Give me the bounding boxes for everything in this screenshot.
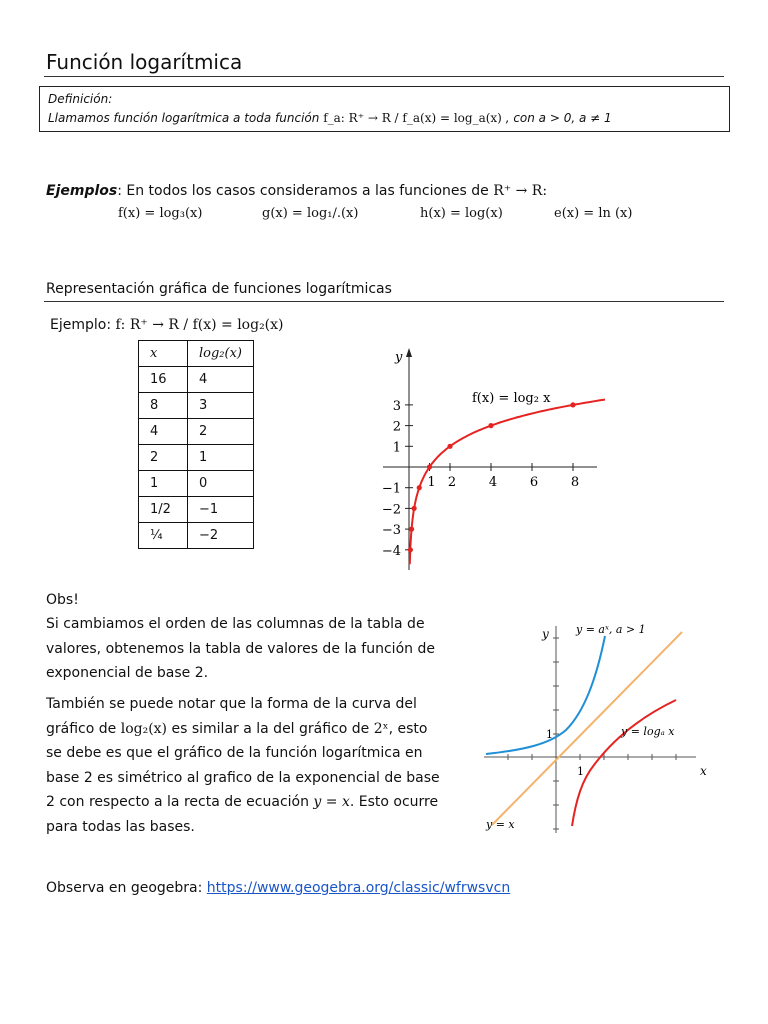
table-row <box>139 393 254 419</box>
table-cell: 8 <box>139 393 188 419</box>
log-label: y = logₐ x <box>621 725 675 738</box>
curve-label: f(x) = log₂ x <box>472 391 551 406</box>
y-tick-label: −4 <box>381 543 401 559</box>
obs-paragraph-2 <box>46 692 446 839</box>
log-curve <box>572 700 676 826</box>
values-table <box>138 340 254 549</box>
example-heading <box>50 317 284 333</box>
definition-formula: f_a: R⁺ → R / f_a(x) = log_a(x) <box>323 111 502 125</box>
y-axis-label: y <box>395 350 403 365</box>
x-axis-label: x <box>700 764 707 778</box>
examples-line <box>46 183 547 199</box>
definition-label: Definición: <box>48 92 113 106</box>
definition-box <box>39 86 730 132</box>
obs-p2-exp: 2ˣ <box>373 720 389 737</box>
section-divider <box>44 301 724 302</box>
y-tick-label: −1 <box>381 481 401 497</box>
table-cell: 2 <box>188 419 254 445</box>
example-formula: f: R⁺ → R / f(x) = log₂(x) <box>115 317 284 333</box>
geogebra-link[interactable]: https://www.geogebra.org/classic/wfrwsvcn <box>206 880 511 896</box>
geogebra-line <box>46 880 510 896</box>
table-row <box>139 445 254 471</box>
data-point <box>570 402 575 407</box>
x-tick-label: 8 <box>570 475 580 490</box>
table-cell: 3 <box>188 393 254 419</box>
example-label: Ejemplo: <box>50 317 112 333</box>
table-cell: ¼ <box>139 523 188 549</box>
table-cell: 4 <box>188 367 254 393</box>
y-tick-1: 1 <box>546 728 553 741</box>
table-row <box>139 497 254 523</box>
table-row <box>139 367 254 393</box>
example-function-f: f(x) = log₃(x) <box>118 206 203 221</box>
examples-intro: : En todos los casos consideramos a las funciones de <box>117 183 489 199</box>
data-point <box>447 444 452 449</box>
y-tick-label: 2 <box>392 419 401 435</box>
obs-p2-line: y = x <box>313 794 350 810</box>
example-function-g: g(x) = log₁/.(x) <box>262 206 359 221</box>
table-cell: 1 <box>188 445 254 471</box>
data-point <box>412 506 417 511</box>
table-cell: 2 <box>139 445 188 471</box>
data-point <box>427 464 432 469</box>
examples-label: Ejemplos <box>46 183 118 199</box>
table-cell: 4 <box>139 419 188 445</box>
table-row <box>139 471 254 497</box>
examples-domain: R⁺ → R: <box>493 183 548 199</box>
x-tick-1: 1 <box>577 765 584 778</box>
y-tick-label: −2 <box>381 502 401 518</box>
table-cell: 1/2 <box>139 497 188 523</box>
table-header-x: x <box>139 341 188 367</box>
geogebra-label: Observa en geogebra: <box>46 880 203 896</box>
definition-condition: , con a > 0, a ≠ 1 <box>505 111 612 125</box>
definition-text <box>48 111 612 125</box>
table-header-log: log₂(x) <box>188 341 254 367</box>
exp-label: y = aˣ, a > 1 <box>576 623 646 636</box>
table-cell: −2 <box>188 523 254 549</box>
table-cell: 16 <box>139 367 188 393</box>
table-cell: 0 <box>188 471 254 497</box>
identity-label: y = x <box>486 818 515 831</box>
obs-heading: Obs! <box>46 592 79 608</box>
obs-p2-text-a: También se puede notar que la forma de la curva del gráfico de <box>46 696 417 737</box>
data-point <box>488 423 493 428</box>
data-point <box>409 527 414 532</box>
example-function-e: e(x) = ln (x) <box>554 206 633 221</box>
table-cell: −1 <box>188 497 254 523</box>
page-title: Función logarítmica <box>46 50 243 74</box>
obs-p2-log: log₂(x) <box>120 720 168 737</box>
y-tick-label: −3 <box>381 523 401 539</box>
definition-sentence: Llamamos función logarítmica a toda función <box>48 111 320 125</box>
data-point <box>408 547 413 552</box>
x-tick-label: 6 <box>529 475 539 490</box>
obs-paragraph-1: Si cambiamos el orden de las columnas de la tabla de valores, obtenemos la tabla de valores de la función de exponencial de base 2. <box>46 616 435 681</box>
exp-log-graph <box>484 620 714 835</box>
y-tick-label: 3 <box>392 398 401 414</box>
x-tick-label: 1 <box>427 475 436 490</box>
table-header-row <box>139 341 254 367</box>
obs-p2-text-e: , esto se debe es que el gráfico de la función logarítmica en base 2 es simétrico al grafico de la exponencial de base 2 con respecto a la recta de ecuación <box>46 720 440 810</box>
x-tick-label: 4 <box>488 475 498 490</box>
obs-p2-text-g: . Esto ocurre para todas las bases. <box>46 794 439 835</box>
data-point <box>417 485 422 490</box>
x-tick-label: 2 <box>447 475 457 490</box>
title-divider <box>44 76 724 77</box>
obs-p2-text-c: es similar a la del gráfico de <box>171 720 370 737</box>
table-row <box>139 523 254 549</box>
example-function-h: h(x) = log(x) <box>420 206 503 221</box>
section-heading: Representación gráfica de funciones logarítmicas <box>46 281 392 297</box>
table-cell: 1 <box>139 471 188 497</box>
y-tick-label: 1 <box>392 440 401 456</box>
y-axis-label: y <box>542 627 549 641</box>
table-row <box>139 419 254 445</box>
log2-graph <box>365 345 605 575</box>
y-axis-arrow-icon <box>406 348 412 357</box>
